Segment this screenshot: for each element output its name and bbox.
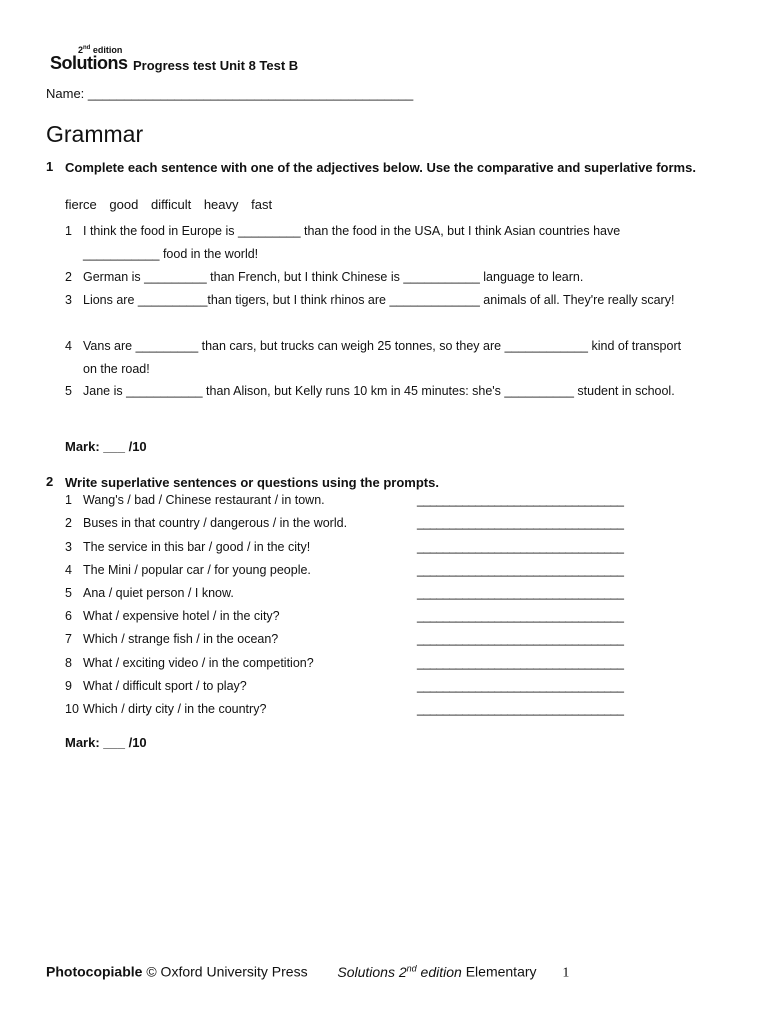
exercise1-mark: Mark: ___ /10 [65,439,147,454]
exercise2-mark: Mark: ___ /10 [65,735,147,750]
series-title [337,964,461,980]
ex2-prompt: The Mini / popular car / for young people. [83,563,311,577]
ex2-item-number: 10 [65,702,79,716]
ex2-item-number: 2 [65,516,72,530]
series-name: Solutions 2 [337,963,407,980]
ex1-item-number: 5 [65,384,72,398]
series-edition: edition [416,963,462,980]
ex2-item-number: 4 [65,563,72,577]
exercise1-instruction: Complete each sentence with one of the adjectives below. Use the comparative and superlative forms. [65,160,696,175]
ex2-item-number: 8 [65,656,72,670]
ex2-prompt: Ana / quiet person / I know. [83,586,234,600]
ex2-answer-line: ________________________________ [417,702,624,716]
ex2-item-number: 7 [65,632,72,646]
edition-number: 2 [78,45,84,55]
name-line: _____________________________________________ [87,86,414,101]
exercise2-instruction: Write superlative sentences or questions using the prompts. [65,475,439,490]
ex1-item-number: 1 [65,224,72,238]
ex1-item-number: 2 [65,270,72,284]
ex2-answer-line: ________________________________ [417,609,624,623]
name-label: Name: [46,86,85,101]
ex2-answer-line: ________________________________ [417,493,624,507]
exercise1-number: 1 [46,159,54,174]
ex2-item-number: 9 [65,679,72,693]
ex2-prompt: The service in this bar / good / in the city! [83,540,311,554]
ex1-item-text: Vans are _________ than cars, but trucks can weigh 25 tonnes, so they are ____________ kind of transport on the road! [83,339,682,376]
ex1-item-number: 3 [65,293,72,307]
ex2-prompt: What / exciting video / in the competition? [83,656,314,670]
ex2-item-number: 6 [65,609,72,623]
level: Elementary [461,963,537,980]
ex1-item-text: Lions are __________than tigers, but I think rhinos are _____________ animals of all. They're really scary! [83,293,675,307]
ex1-item-text: Jane is ___________ than Alison, but Kelly runs 10 km in 45 minutes: she's __________ student in school. [83,384,675,398]
ex2-item-number: 1 [65,493,72,507]
ex2-prompt: Wang's / bad / Chinese restaurant / in town. [83,493,325,507]
test-title: Progress test Unit 8 Test B [133,58,299,73]
photocopiable-label: Photocopiable [46,963,143,980]
ex2-answer-line: ________________________________ [417,679,624,693]
ex2-answer-line: ________________________________ [417,632,624,646]
ex2-prompt: What / expensive hotel / in the city? [83,609,280,623]
section-title: Grammar [46,121,144,147]
edition-suffix: nd [83,45,91,51]
word-bank-item: difficult [150,197,192,212]
ex2-answer-line: ________________________________ [417,516,624,530]
ex2-answer-line: ________________________________ [417,540,624,554]
exercise2-number: 2 [46,474,54,489]
word-bank-item: good [109,197,139,212]
ex2-item-number: 5 [65,586,72,600]
footer [46,963,569,982]
word-bank [65,197,279,212]
ex1-item-number: 4 [65,339,72,353]
ex2-item-number: 3 [65,540,72,554]
name-row [46,86,413,101]
ex2-prompt: Which / dirty city / in the country? [83,702,267,716]
series-sup: nd [406,963,417,973]
copyright: © Oxford University Press [146,963,308,980]
ex2-prompt: What / difficult sport / to play? [83,679,247,693]
word-bank-item: fast [251,197,273,212]
ex2-prompt: Buses in that country / dangerous / in the world. [83,516,348,530]
word-bank-item: fierce [65,197,97,212]
page-number: 1 [562,965,570,981]
ex2-answer-line: ________________________________ [417,563,624,577]
ex1-item-text: I think the food in Europe is _________ than the food in the USA, but I think Asian countries have ___________ food in the world! [83,224,621,261]
word-bank-item: heavy [203,197,239,212]
ex1-item-text: German is _________ than French, but I think Chinese is ___________ language to learn. [83,270,584,284]
ex2-answer-line: ________________________________ [417,656,624,670]
ex2-prompt: Which / strange fish / in the ocean? [83,632,279,646]
edition-word: edition [92,45,123,55]
solutions-logo: Solutions [50,53,128,73]
ex2-answer-line: ________________________________ [417,586,624,600]
